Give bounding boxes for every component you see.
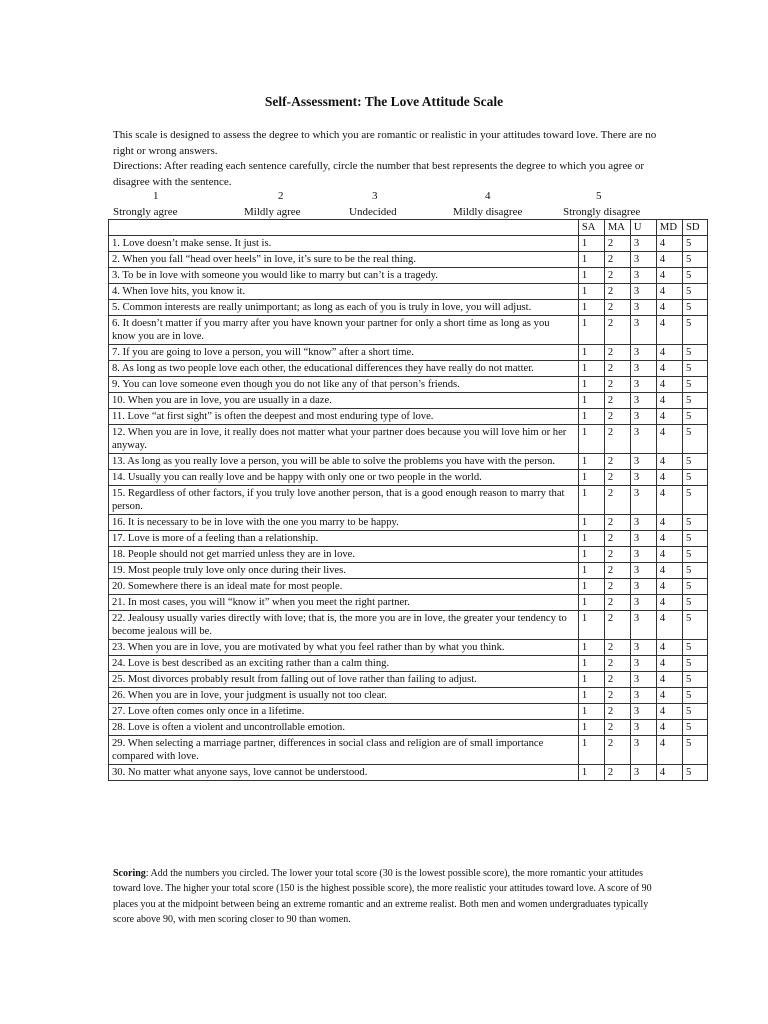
- item-statement: 9. You can love someone even though you do not like any of that person’s friends.: [109, 377, 579, 393]
- rating-choice-5[interactable]: 5: [682, 656, 707, 672]
- table-row: [109, 425, 708, 454]
- rating-choice-3[interactable]: 3: [630, 563, 656, 579]
- rating-choice-5[interactable]: 5: [682, 611, 707, 640]
- rating-choice-5[interactable]: 5: [682, 720, 707, 736]
- rating-choice-3[interactable]: 3: [630, 268, 656, 284]
- rating-choice-2[interactable]: 2: [604, 595, 630, 611]
- rating-choice-4[interactable]: 4: [656, 252, 682, 268]
- item-statement: 13. As long as you really love a person, you will be able to solve the problems you have with the person.: [109, 454, 579, 470]
- rating-choice-2[interactable]: 2: [604, 611, 630, 640]
- rating-choice-4[interactable]: 4: [656, 531, 682, 547]
- item-statement: 30. No matter what anyone says, love cannot be understood.: [109, 765, 579, 781]
- rating-choice-4[interactable]: 4: [656, 765, 682, 781]
- rating-choice-4[interactable]: 4: [656, 736, 682, 765]
- table-body: [109, 236, 708, 781]
- rating-choice-5[interactable]: 5: [682, 377, 707, 393]
- rating-choice-5[interactable]: 5: [682, 268, 707, 284]
- rating-choice-1[interactable]: 1: [578, 640, 604, 656]
- rating-choice-5[interactable]: 5: [682, 409, 707, 425]
- rating-choice-1[interactable]: 1: [578, 656, 604, 672]
- rating-choice-5[interactable]: 5: [682, 470, 707, 486]
- rating-choice-1[interactable]: 1: [578, 284, 604, 300]
- rating-choice-3[interactable]: 3: [630, 361, 656, 377]
- item-statement: 10. When you are in love, you are usually in a daze.: [109, 393, 579, 409]
- rating-choice-3[interactable]: 3: [630, 688, 656, 704]
- item-statement: 25. Most divorces probably result from falling out of love rather than failing to adjust.: [109, 672, 579, 688]
- table-row: [109, 454, 708, 470]
- table-header-sa: SA: [578, 220, 604, 236]
- scale-number-3: 3: [372, 190, 378, 202]
- scale-number-4: 4: [485, 190, 491, 202]
- rating-choice-4[interactable]: 4: [656, 470, 682, 486]
- rating-choice-1[interactable]: 1: [578, 393, 604, 409]
- item-statement: 23. When you are in love, you are motivated by what you feel rather than by what you think.: [109, 640, 579, 656]
- rating-choice-2[interactable]: 2: [604, 268, 630, 284]
- rating-choice-2[interactable]: 2: [604, 470, 630, 486]
- scale-number-5: 5: [596, 190, 602, 202]
- rating-choice-2[interactable]: 2: [604, 316, 630, 345]
- rating-choice-3[interactable]: 3: [630, 656, 656, 672]
- rating-choice-4[interactable]: 4: [656, 688, 682, 704]
- rating-choice-3[interactable]: 3: [630, 765, 656, 781]
- table-row: [109, 720, 708, 736]
- rating-choice-1[interactable]: 1: [578, 236, 604, 252]
- rating-choice-2[interactable]: 2: [604, 640, 630, 656]
- table-row: [109, 252, 708, 268]
- rating-choice-4[interactable]: 4: [656, 547, 682, 563]
- rating-choice-1[interactable]: 1: [578, 611, 604, 640]
- table-row: [109, 284, 708, 300]
- rating-choice-1[interactable]: 1: [578, 425, 604, 454]
- rating-choice-3[interactable]: 3: [630, 252, 656, 268]
- table-header-item: [109, 220, 579, 236]
- rating-choice-5[interactable]: 5: [682, 688, 707, 704]
- rating-choice-2[interactable]: 2: [604, 720, 630, 736]
- table-row: [109, 736, 708, 765]
- table-row: [109, 640, 708, 656]
- rating-choice-2[interactable]: 2: [604, 515, 630, 531]
- rating-choice-3[interactable]: 3: [630, 345, 656, 361]
- rating-choice-5[interactable]: 5: [682, 579, 707, 595]
- rating-choice-1[interactable]: 1: [578, 531, 604, 547]
- rating-choice-5[interactable]: 5: [682, 640, 707, 656]
- rating-choice-4[interactable]: 4: [656, 640, 682, 656]
- rating-choice-5[interactable]: 5: [682, 454, 707, 470]
- rating-choice-1[interactable]: 1: [578, 765, 604, 781]
- table-row: [109, 470, 708, 486]
- page-title: Self-Assessment: The Love Attitude Scale: [264, 94, 504, 109]
- item-statement: 8. As long as two people love each other, the educational differences they have really do not matter.: [109, 361, 579, 377]
- rating-choice-1[interactable]: 1: [578, 547, 604, 563]
- rating-choice-1[interactable]: 1: [578, 409, 604, 425]
- scale-label-5: Strongly disagree: [563, 206, 641, 218]
- item-statement: 21. In most cases, you will “know it” when you meet the right partner.: [109, 595, 579, 611]
- rating-choice-3[interactable]: 3: [630, 704, 656, 720]
- rating-choice-4[interactable]: 4: [656, 563, 682, 579]
- rating-choice-4[interactable]: 4: [656, 316, 682, 345]
- rating-choice-1[interactable]: 1: [578, 672, 604, 688]
- table-row: [109, 300, 708, 316]
- rating-choice-4[interactable]: 4: [656, 284, 682, 300]
- table-row: [109, 531, 708, 547]
- rating-choice-3[interactable]: 3: [630, 393, 656, 409]
- scoring-section: [113, 866, 653, 928]
- rating-choice-2[interactable]: 2: [604, 765, 630, 781]
- rating-choice-1[interactable]: 1: [578, 486, 604, 515]
- rating-choice-4[interactable]: 4: [656, 595, 682, 611]
- item-statement: 2. When you fall “head over heels” in love, it’s sure to be the real thing.: [109, 252, 579, 268]
- rating-choice-1[interactable]: 1: [578, 345, 604, 361]
- rating-choice-3[interactable]: 3: [630, 595, 656, 611]
- item-statement: 4. When love hits, you know it.: [109, 284, 579, 300]
- rating-choice-4[interactable]: 4: [656, 704, 682, 720]
- rating-choice-3[interactable]: 3: [630, 611, 656, 640]
- table-row: [109, 672, 708, 688]
- table-row: [109, 656, 708, 672]
- rating-choice-2[interactable]: 2: [604, 236, 630, 252]
- item-statement: 19. Most people truly love only once during their lives.: [109, 563, 579, 579]
- table-row: [109, 611, 708, 640]
- rating-choice-2[interactable]: 2: [604, 284, 630, 300]
- item-statement: 24. Love is best described as an exciting rather than a calm thing.: [109, 656, 579, 672]
- rating-choice-5[interactable]: 5: [682, 563, 707, 579]
- item-statement: 7. If you are going to love a person, you will “know” after a short time.: [109, 345, 579, 361]
- rating-choice-2[interactable]: 2: [604, 531, 630, 547]
- item-statement: 22. Jealousy usually varies directly with love; that is, the more you are in love, the greater your tendency to become jealous will be.: [109, 611, 579, 640]
- rating-choice-5[interactable]: 5: [682, 486, 707, 515]
- rating-choice-3[interactable]: 3: [630, 736, 656, 765]
- table-row: [109, 409, 708, 425]
- scoring-text: : Add the numbers you circled. The lower your total score (30 is the lowest possible score), the more romantic your attitudes toward love. The higher your total score (150 is the highest possible score), the more realistic your attitudes toward love. A score of 90 places you at the midpoint between being an extreme romantic and an extreme realist. Both men and women undergraduates typically score above 90, with men scoring closer to 90 than women.: [113, 868, 652, 926]
- table-row: [109, 579, 708, 595]
- rating-choice-1[interactable]: 1: [578, 688, 604, 704]
- item-statement: 27. Love often comes only once in a lifetime.: [109, 704, 579, 720]
- rating-choice-1[interactable]: 1: [578, 704, 604, 720]
- table-row: [109, 515, 708, 531]
- rating-choice-4[interactable]: 4: [656, 656, 682, 672]
- rating-choice-2[interactable]: 2: [604, 736, 630, 765]
- table-row: [109, 361, 708, 377]
- rating-choice-5[interactable]: 5: [682, 736, 707, 765]
- item-statement: 20. Somewhere there is an ideal mate for most people.: [109, 579, 579, 595]
- rating-choice-3[interactable]: 3: [630, 486, 656, 515]
- rating-choice-5[interactable]: 5: [682, 345, 707, 361]
- item-statement: 5. Common interests are really unimportant; as long as each of you is truly in love, you will adjust.: [109, 300, 579, 316]
- item-statement: 18. People should not get married unless they are in love.: [109, 547, 579, 563]
- rating-choice-2[interactable]: 2: [604, 547, 630, 563]
- rating-choice-4[interactable]: 4: [656, 345, 682, 361]
- rating-choice-2[interactable]: 2: [604, 393, 630, 409]
- rating-choice-1[interactable]: 1: [578, 563, 604, 579]
- rating-choice-2[interactable]: 2: [604, 454, 630, 470]
- rating-choice-1[interactable]: 1: [578, 515, 604, 531]
- rating-choice-1[interactable]: 1: [578, 252, 604, 268]
- intro-description: This scale is designed to assess the degree to which you are romantic or realistic in your attitudes toward love. There are no right or wrong answers.: [113, 129, 657, 157]
- table-row: [109, 688, 708, 704]
- rating-choice-2[interactable]: 2: [604, 425, 630, 454]
- rating-choice-1[interactable]: 1: [578, 454, 604, 470]
- rating-choice-2[interactable]: 2: [604, 361, 630, 377]
- table-row: [109, 765, 708, 781]
- rating-choice-2[interactable]: 2: [604, 672, 630, 688]
- rating-choice-5[interactable]: 5: [682, 393, 707, 409]
- table-row: [109, 595, 708, 611]
- rating-choice-2[interactable]: 2: [604, 704, 630, 720]
- rating-choice-5[interactable]: 5: [682, 531, 707, 547]
- rating-choice-5[interactable]: 5: [682, 284, 707, 300]
- table-row: [109, 704, 708, 720]
- table-header-ma: MA: [604, 220, 630, 236]
- table-row: [109, 547, 708, 563]
- rating-choice-2[interactable]: 2: [604, 345, 630, 361]
- table-row: [109, 486, 708, 515]
- rating-choice-3[interactable]: 3: [630, 640, 656, 656]
- rating-choice-3[interactable]: 3: [630, 409, 656, 425]
- rating-choice-5[interactable]: 5: [682, 236, 707, 252]
- rating-choice-1[interactable]: 1: [578, 470, 604, 486]
- rating-choice-3[interactable]: 3: [630, 579, 656, 595]
- rating-choice-4[interactable]: 4: [656, 579, 682, 595]
- rating-choice-5[interactable]: 5: [682, 361, 707, 377]
- rating-choice-5[interactable]: 5: [682, 547, 707, 563]
- item-statement: 15. Regardless of other factors, if you truly love another person, that is a good enough reason to marry that person.: [109, 486, 579, 515]
- rating-choice-3[interactable]: 3: [630, 720, 656, 736]
- rating-choice-1[interactable]: 1: [578, 377, 604, 393]
- item-statement: 16. It is necessary to be in love with the one you marry to be happy.: [109, 515, 579, 531]
- rating-choice-5[interactable]: 5: [682, 252, 707, 268]
- rating-choice-2[interactable]: 2: [604, 656, 630, 672]
- scoring-label: Scoring: [113, 868, 146, 879]
- scale-label-3: Undecided: [349, 206, 397, 218]
- rating-choice-1[interactable]: 1: [578, 736, 604, 765]
- rating-choice-4[interactable]: 4: [656, 268, 682, 284]
- table-row: [109, 236, 708, 252]
- rating-choice-1[interactable]: 1: [578, 268, 604, 284]
- rating-choice-2[interactable]: 2: [604, 688, 630, 704]
- item-statement: 11. Love “at first sight” is often the deepest and most enduring type of love.: [109, 409, 579, 425]
- scale-label-1: Strongly agree: [113, 206, 178, 218]
- rating-choice-4[interactable]: 4: [656, 409, 682, 425]
- table-row: [109, 563, 708, 579]
- scale-number-1: 1: [153, 190, 159, 202]
- rating-choice-4[interactable]: 4: [656, 377, 682, 393]
- rating-choice-5[interactable]: 5: [682, 316, 707, 345]
- rating-choice-4[interactable]: 4: [656, 454, 682, 470]
- rating-choice-5[interactable]: 5: [682, 672, 707, 688]
- intro-section: [113, 128, 673, 190]
- rating-choice-4[interactable]: 4: [656, 486, 682, 515]
- table-header-u: U: [630, 220, 656, 236]
- table-header-md: MD: [656, 220, 682, 236]
- rating-choice-4[interactable]: 4: [656, 672, 682, 688]
- rating-choice-3[interactable]: 3: [630, 547, 656, 563]
- rating-choice-2[interactable]: 2: [604, 377, 630, 393]
- rating-choice-2[interactable]: 2: [604, 563, 630, 579]
- rating-choice-4[interactable]: 4: [656, 611, 682, 640]
- rating-choice-5[interactable]: 5: [682, 515, 707, 531]
- scale-label-4: Mildly disagree: [453, 206, 523, 218]
- item-statement: 26. When you are in love, your judgment is usually not too clear.: [109, 688, 579, 704]
- rating-choice-3[interactable]: 3: [630, 454, 656, 470]
- rating-choice-2[interactable]: 2: [604, 409, 630, 425]
- rating-choice-2[interactable]: 2: [604, 579, 630, 595]
- rating-choice-4[interactable]: 4: [656, 300, 682, 316]
- rating-choice-1[interactable]: 1: [578, 316, 604, 345]
- rating-choice-1[interactable]: 1: [578, 361, 604, 377]
- rating-choice-3[interactable]: 3: [630, 470, 656, 486]
- rating-choice-2[interactable]: 2: [604, 486, 630, 515]
- item-statement: 28. Love is often a violent and uncontrollable emotion.: [109, 720, 579, 736]
- item-statement: 6. It doesn’t matter if you marry after you have known your partner for only a short time as long as you know you are in love.: [109, 316, 579, 345]
- table-row: [109, 393, 708, 409]
- rating-choice-3[interactable]: 3: [630, 425, 656, 454]
- item-statement: 17. Love is more of a feeling than a relationship.: [109, 531, 579, 547]
- table-row: [109, 268, 708, 284]
- rating-choice-3[interactable]: 3: [630, 531, 656, 547]
- table-header-sd: SD: [682, 220, 707, 236]
- rating-choice-4[interactable]: 4: [656, 361, 682, 377]
- scale-number-2: 2: [278, 190, 284, 202]
- rating-choice-4[interactable]: 4: [656, 515, 682, 531]
- rating-choice-3[interactable]: 3: [630, 236, 656, 252]
- rating-choice-2[interactable]: 2: [604, 252, 630, 268]
- rating-choice-5[interactable]: 5: [682, 765, 707, 781]
- rating-choice-4[interactable]: 4: [656, 425, 682, 454]
- table-row: [109, 345, 708, 361]
- rating-choice-5[interactable]: 5: [682, 595, 707, 611]
- item-statement: 3. To be in love with someone you would like to marry but can’t is a tragedy.: [109, 268, 579, 284]
- rating-choice-4[interactable]: 4: [656, 393, 682, 409]
- rating-choice-3[interactable]: 3: [630, 316, 656, 345]
- rating-choice-3[interactable]: 3: [630, 300, 656, 316]
- rating-choice-5[interactable]: 5: [682, 300, 707, 316]
- love-attitude-table: [108, 219, 708, 781]
- rating-choice-1[interactable]: 1: [578, 300, 604, 316]
- rating-choice-4[interactable]: 4: [656, 236, 682, 252]
- item-statement: 29. When selecting a marriage partner, differences in social class and religion are of small importance compared with love.: [109, 736, 579, 765]
- intro-directions: Directions: After reading each sentence carefully, circle the number that best represents the degree to which you agree or disagree with the sentence.: [113, 160, 645, 188]
- table-header-row: [109, 220, 708, 236]
- item-statement: 1. Love doesn’t make sense. It just is.: [109, 236, 579, 252]
- rating-choice-3[interactable]: 3: [630, 377, 656, 393]
- table-row: [109, 377, 708, 393]
- item-statement: 14. Usually you can really love and be happy with only one or two people in the world.: [109, 470, 579, 486]
- rating-choice-2[interactable]: 2: [604, 300, 630, 316]
- scale-label-2: Mildly agree: [244, 206, 301, 218]
- table-row: [109, 316, 708, 345]
- rating-choice-3[interactable]: 3: [630, 672, 656, 688]
- rating-choice-3[interactable]: 3: [630, 284, 656, 300]
- rating-choice-1[interactable]: 1: [578, 579, 604, 595]
- rating-choice-1[interactable]: 1: [578, 595, 604, 611]
- rating-choice-3[interactable]: 3: [630, 515, 656, 531]
- rating-choice-5[interactable]: 5: [682, 704, 707, 720]
- rating-choice-5[interactable]: 5: [682, 425, 707, 454]
- item-statement: 12. When you are in love, it really does not matter what your partner does because you will love him or her anyway.: [109, 425, 579, 454]
- rating-choice-4[interactable]: 4: [656, 720, 682, 736]
- rating-choice-1[interactable]: 1: [578, 720, 604, 736]
